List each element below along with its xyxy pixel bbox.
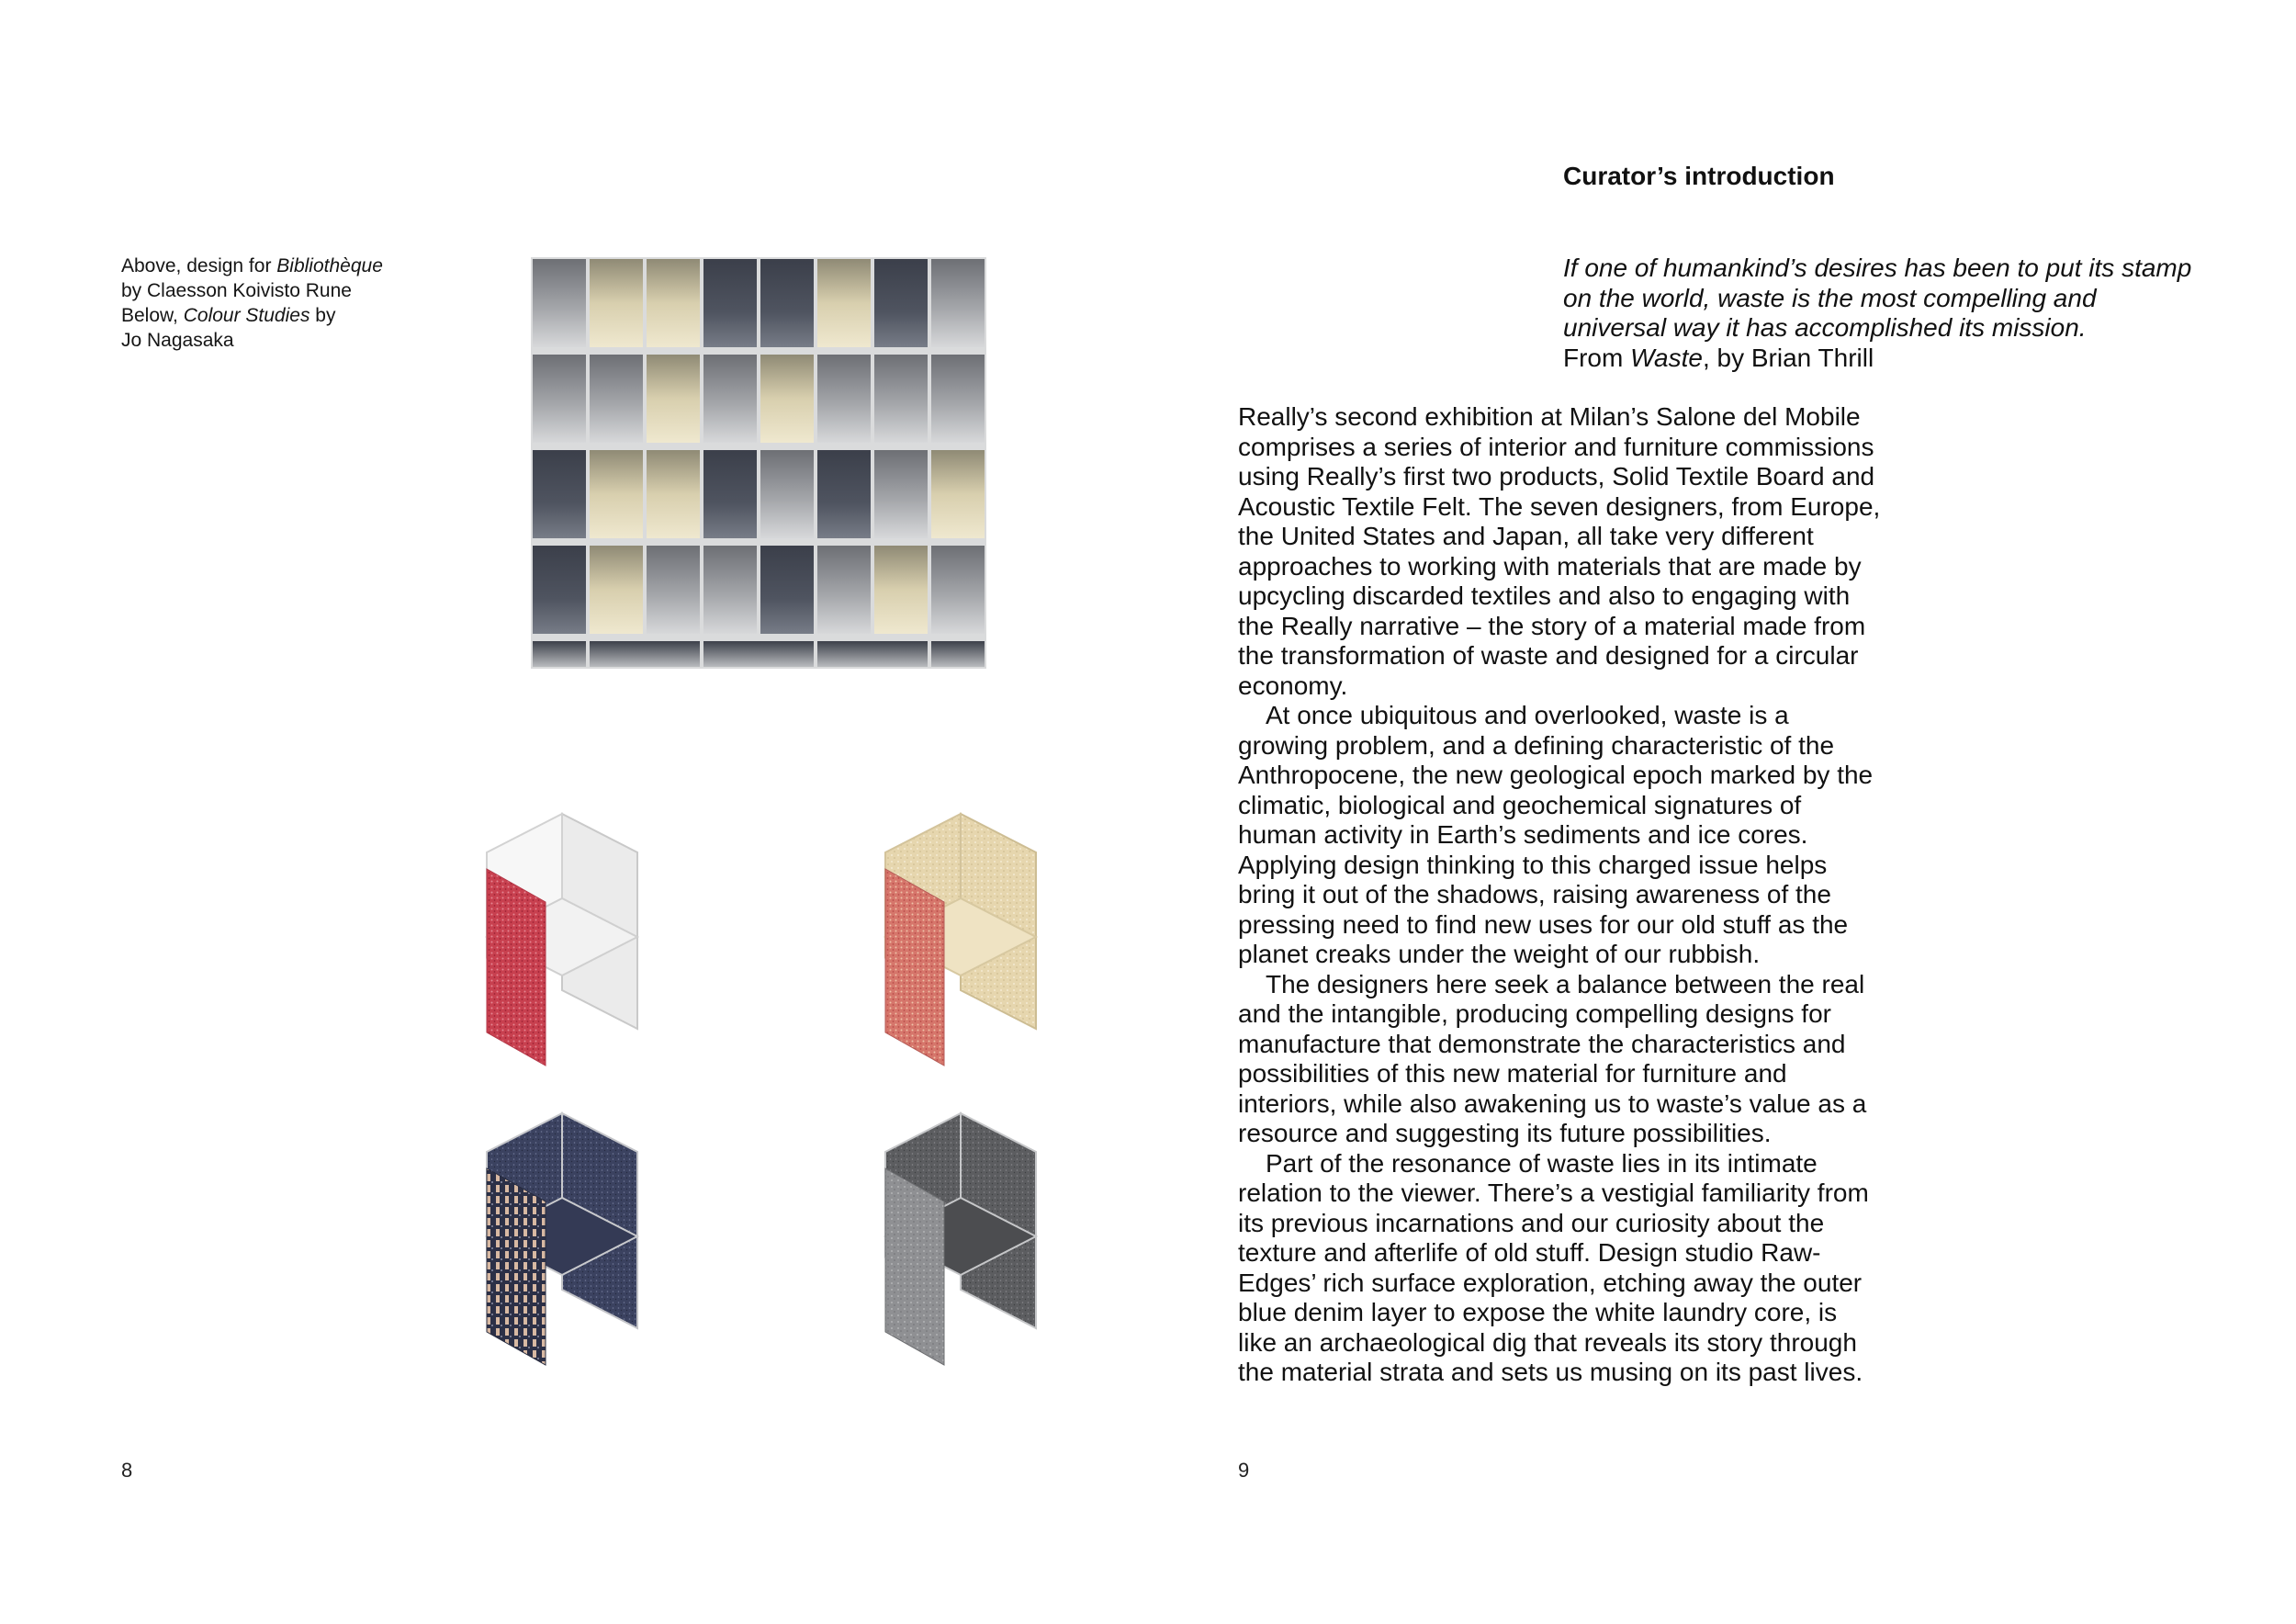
shelf-cubby: [647, 546, 700, 634]
shelf-base-drawer: [703, 641, 814, 667]
epigraph-source: From Waste, by Brian Thrill: [1563, 343, 1874, 372]
shelf-base-drawer: [590, 641, 700, 667]
shelf-base-drawer: [533, 641, 586, 667]
chair-denim: [485, 1108, 669, 1374]
shelf-cubby: [874, 450, 928, 538]
shelf-cubby: [874, 259, 928, 347]
body-paragraph-4: Part of the resonance of waste lies in its intimate relation to the viewer. There’s a vestigial familiarity from its previous incarnations and our curiosity about the texture and afterlife of old stuff. Design studio Raw-Edges’ rich surface exploration, etching away the outer blue denim layer to expose the white laundry core, is like an archaeological dig that reveals its story through the material strata and sets us musing on its past lives.: [1238, 1148, 1869, 1386]
shelf-cubby: [817, 355, 871, 443]
shelf-cubby: [817, 450, 871, 538]
page-number-right: 9: [1238, 1459, 1250, 1482]
shelf-cubby: [533, 450, 586, 538]
shelf-illustration: [531, 257, 986, 669]
caption-line-2: by Claesson Koivisto Rune: [121, 280, 352, 301]
body-paragraph-2: At once ubiquitous and overlooked, waste is a growing problem, and a defining characteristic of the Anthropocene, the new geological epoch marked by the climatic, biological and geochemical signatures of human activity in Earth’s sediments and ice cores. Applying design thinking to this charged issue helps bring it out of the shadows, raising awareness of the pressing need to find new uses for our old stuff as the planet creaks under the weight of our rubbish.: [1238, 701, 1874, 968]
chair-red-white: [485, 808, 669, 1075]
shelf-cubby: [931, 546, 985, 634]
shelf-cubby: [590, 546, 643, 634]
shelf-cubby: [931, 259, 985, 347]
caption-title-colour-studies: Colour Studies: [183, 305, 310, 326]
chair-front-panel: [487, 869, 546, 1066]
chair-charcoal: [884, 1108, 1067, 1374]
shelf-cubby: [647, 450, 700, 538]
section-heading: Curator’s introduction: [1563, 162, 1835, 190]
shelf-cubby: [874, 355, 928, 443]
epigraph: [1563, 254, 2206, 373]
shelf-cubby: [533, 355, 586, 443]
chair-front-panel: [885, 869, 944, 1066]
body-paragraph-1: Really’s second exhibition at Milan’s Salone del Mobile comprises a series of interior and furniture commissions using Really’s first two products, Solid Textile Board and Acoustic Textile Felt. The seven designers, from Europe, the United States and Japan, all take very different approaches to working with materials that are made by upcycling discarded textiles and also to engaging with the Really narrative – the story of a material made from the transformation of waste and designed for a circular economy.: [1238, 402, 1881, 700]
shelf-cubby: [703, 259, 757, 347]
page-number-left: 8: [121, 1459, 133, 1482]
shelf-cubby: [817, 259, 871, 347]
shelf-cubby: [931, 355, 985, 443]
image-caption: [121, 254, 452, 353]
shelf-cubby: [647, 355, 700, 443]
shelf-cubby: [590, 355, 643, 443]
shelf-cubby: [703, 546, 757, 634]
shelf-cubby: [874, 546, 928, 634]
shelf-cubby: [590, 450, 643, 538]
shelf-cubby: [931, 450, 985, 538]
shelf-cubby: [760, 546, 814, 634]
shelf-base-drawer: [817, 641, 928, 667]
shelf-cubby: [760, 355, 814, 443]
epigraph-source-title: Waste: [1630, 343, 1703, 372]
shelf-cubby: [703, 355, 757, 443]
shelf-cubby: [760, 259, 814, 347]
shelf-cubby: [533, 259, 586, 347]
colour-studies-chair-images: [459, 795, 1084, 1365]
caption-title-bibliotheque: Bibliothèque: [276, 255, 383, 276]
epigraph-quote: If one of humankind’s desires has been to put its stamp on the world, waste is the most compelling and universal way it has accomplished its mission.: [1563, 254, 2192, 342]
shelf-cubby: [760, 450, 814, 538]
body-paragraph-3: The designers here seek a balance between the real and the intangible, producing compelling designs for manufacture that demonstrate the characteristics and possibilities of this new material for furniture and interiors, while also awakening us to waste’s value as a resource and suggesting its future possibilities.: [1238, 969, 1867, 1147]
chair-tan-red: [884, 808, 1067, 1075]
shelf-cubby: [703, 450, 757, 538]
caption-line-3: Below, Colour Studies by: [121, 305, 336, 326]
shelf-cubby: [647, 259, 700, 347]
caption-line-4: Jo Nagasaka: [121, 330, 234, 351]
shelf-cubby: [817, 546, 871, 634]
shelf-cubby: [533, 546, 586, 634]
caption-line-1: Above, design for Bibliothèque: [121, 255, 383, 276]
body-text: [1238, 402, 1881, 1388]
shelf-cubby: [590, 259, 643, 347]
shelf-base-drawer: [931, 641, 985, 667]
bibliotheque-shelf-image: [531, 257, 986, 669]
chair-front-panel: [885, 1168, 944, 1365]
chair-front-panel: [487, 1168, 546, 1365]
